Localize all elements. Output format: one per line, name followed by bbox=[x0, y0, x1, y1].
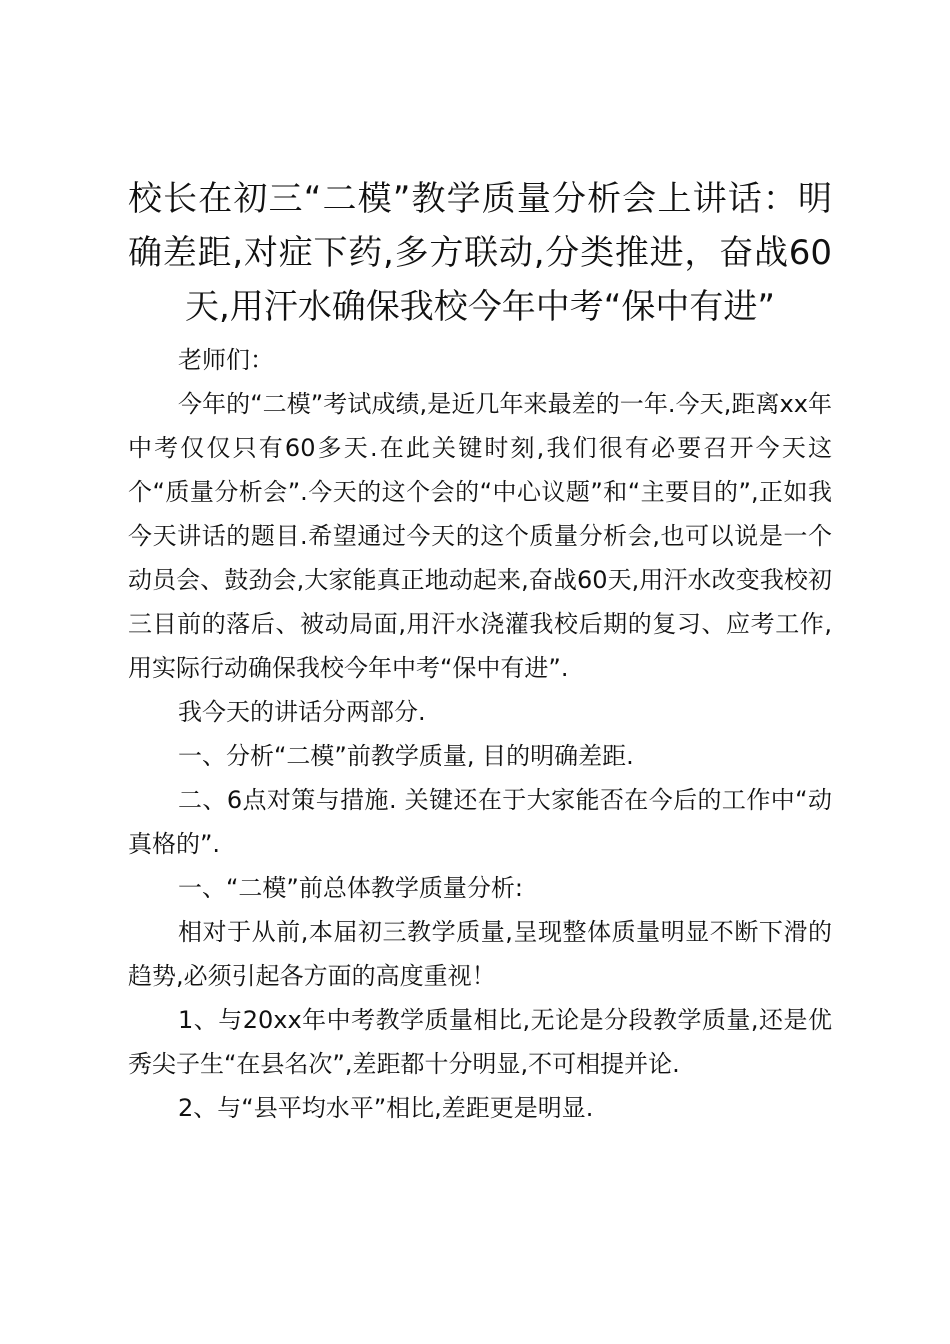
body-paragraph: 相对于从前,本届初三教学质量,呈现整体质量明显不断下滑的趋势,必须引起各方面的高度重视！ bbox=[128, 918, 832, 990]
body-paragraph: 我今天的讲话分两部分. bbox=[178, 698, 426, 726]
body-paragraph: 一、分析“二模”前教学质量, 目的明确差距. bbox=[178, 742, 634, 770]
body-paragraph: 今年的“二模”考试成绩,是近几年来最差的一年.今天,距离xx年中考仅仅只有60多天.在此关键时刻,我们很有必要召开今天这个“质量分析会”.今天的这个会的“中心议题”和“主要目的”,正如我今天讲话的题目.希望通过今天的这个质量分析会,也可以说是一个动员会、鼓劲会,大家能真正地动起来,奋战60天,用汗水改变我校初三目前的落后、被动局面,用汗水浇灌我校后期的复习、应考工作,用实际行动确保我校今年中考“保中有进”. bbox=[128, 390, 832, 682]
body-paragraph: 2、与“县平均水平”相比,差距更是明显. bbox=[178, 1094, 594, 1122]
document-title: 校长在初三“二模”教学质量分析会上讲话：明确差距,对症下药,多方联动,分类推进，奋战60天,用汗水确保我校今年中考“保中有进” bbox=[128, 179, 832, 327]
greeting: 老师们： bbox=[178, 346, 274, 374]
document-page bbox=[128, 172, 832, 1130]
body-paragraph: 二、6点对策与措施. 关键还在于大家能否在今后的工作中“动真格的”. bbox=[128, 786, 832, 858]
body-paragraph: 1、与20xx年中考教学质量相比,无论是分段教学质量,还是优秀尖子生“在县名次”,差距都十分明显,不可相提并论. bbox=[128, 1006, 832, 1078]
section-heading: 一、“二模”前总体教学质量分析: bbox=[178, 874, 523, 902]
